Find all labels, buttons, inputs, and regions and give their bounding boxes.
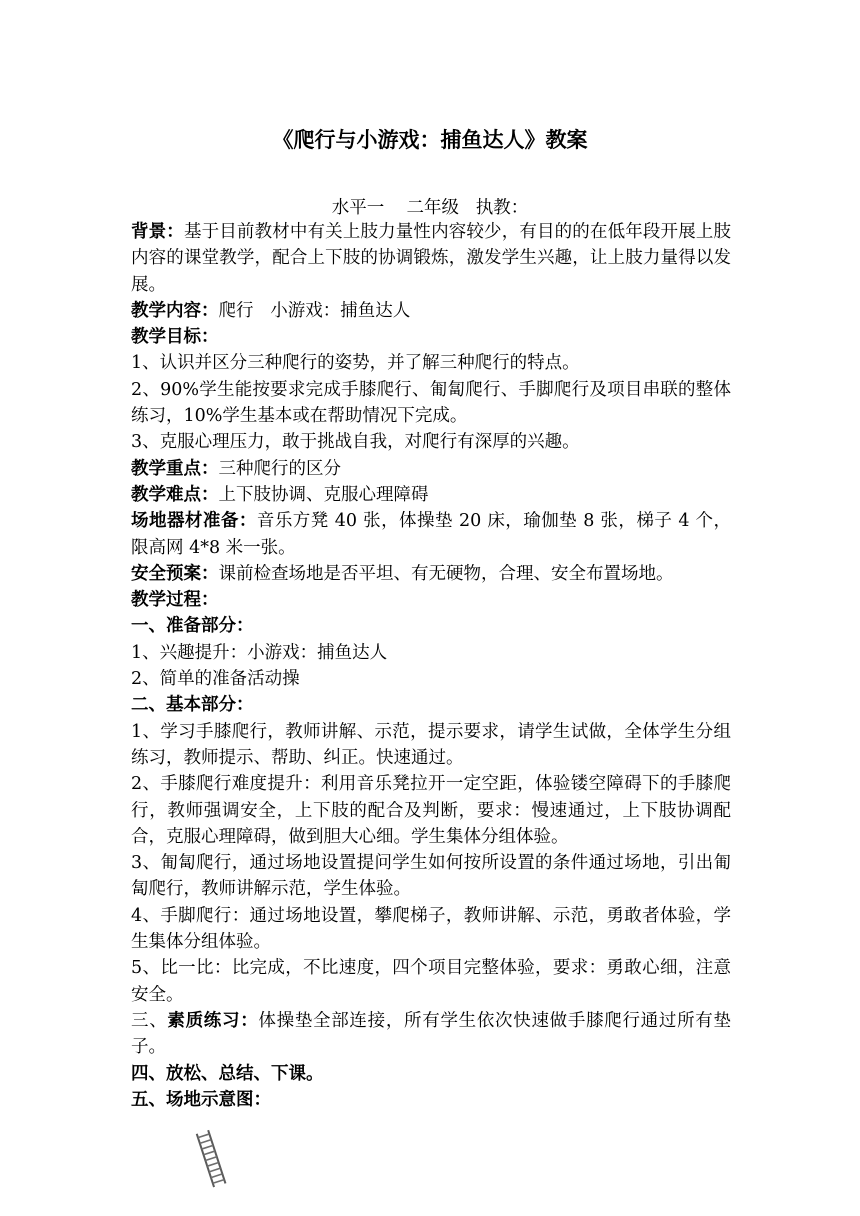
part5-heading: 五、场地示意图： (131, 1089, 271, 1110)
goal-item: 2、90%学生能按要求完成手膝爬行、匍匐爬行、手脚爬行及项目串联的整体练习，10%学生基本或在帮助情况下完成。 (131, 379, 731, 427)
goals-heading: 教学目标： (131, 327, 219, 348)
part2-item: 3、匍匐爬行，通过场地设置提问学生如何按所设置的条件通过场地，引出匍匐爬行，教师讲解示范，学生体验。 (131, 853, 731, 900)
part2-item: 2、手膝爬行难度提升：利用音乐凳拉开一定空距，体验镂空障碍下的手膝爬行，教师强调安全，上下肢的配合及判断，要求：慢速通过，上下肢协调配合，克服心理障碍，做到胆大心细。学生集体分组体验。 (131, 774, 731, 847)
document-body (131, 219, 731, 1113)
content-label: 教学内容： (131, 300, 219, 321)
key-point-paragraph (131, 456, 731, 482)
part1-heading: 一、准备部分： (131, 616, 254, 637)
part2-item: 1、学习手膝爬行，教师讲解、示范，提示要求，请学生试做，全体学生分组练习，教师提示、帮助、纠正。快速通过。 (131, 721, 731, 768)
content-paragraph (131, 298, 731, 324)
safety-text: 课前检查场地是否平坦、有无硬物，合理、安全布置场地。 (218, 563, 674, 584)
ladder-icon (193, 1128, 233, 1188)
key-point-text: 三种爬行的区分 (218, 458, 341, 479)
equipment-paragraph (131, 508, 731, 561)
difficulty-label: 教学难点： (131, 484, 219, 505)
process-heading: 教学过程： (131, 590, 219, 611)
goal-item: 1、认识并区分三种爬行的姿势，并了解三种爬行的特点。 (131, 353, 580, 374)
difficulty-text: 上下肢协调、克服心理障碍 (218, 484, 429, 505)
part4-heading: 四、放松、总结、下课。 (131, 1063, 324, 1084)
part3-paragraph (131, 1008, 731, 1061)
meta-line: 水平一 二年级 执教： (331, 198, 529, 218)
key-point-label: 教学重点： (131, 458, 219, 479)
difficulty-paragraph (131, 482, 731, 508)
part2-heading: 二、基本部分： (131, 695, 254, 716)
background-label: 背景： (131, 222, 184, 242)
background-text: 基于目前教材中有关上肢力量性内容较少，有目的的在低年段开展上肢内容的课堂教学，配合上下肢的协调锻炼，激发学生兴趣，让上肢力量得以发展。 (131, 222, 732, 295)
part2-item: 4、手脚爬行：通过场地设置，攀爬梯子，教师讲解、示范，勇敢者体验，学生集体分组体验。 (131, 905, 731, 953)
safety-label: 安全预案： (131, 563, 219, 584)
safety-paragraph (131, 561, 731, 587)
part1-item: 2、简单的准备活动操 (131, 669, 300, 690)
part3-text: 体操垫全部连接，所有学生依次快速做手膝爬行通过所有垫子。 (131, 1010, 731, 1058)
page-title: 《爬行与小游戏：捕鱼达人》教案 (272, 128, 588, 152)
part3-prefix: 三、 (131, 1010, 168, 1031)
part3-label: 素质练习： (167, 1010, 259, 1031)
equipment-label: 场地器材准备： (131, 511, 257, 532)
part2-item: 5、比一比：比完成，不比速度，四个项目完整体验，要求：勇敢心细，注意安全。 (131, 958, 731, 1005)
part1-item: 1、兴趣提升：小游戏：捕鱼达人 (131, 642, 388, 663)
goal-item: 3、克服心理压力，敢于挑战自我，对爬行有深厚的兴趣。 (131, 432, 580, 453)
equipment-text: 音乐方凳 40 张，体操垫 20 床，瑜伽垫 8 张，梯子 4 个，限高网 4*8 米一张。 (131, 511, 732, 558)
background-paragraph (131, 219, 731, 298)
content-text: 爬行 小游戏：捕鱼达人 (218, 300, 411, 321)
